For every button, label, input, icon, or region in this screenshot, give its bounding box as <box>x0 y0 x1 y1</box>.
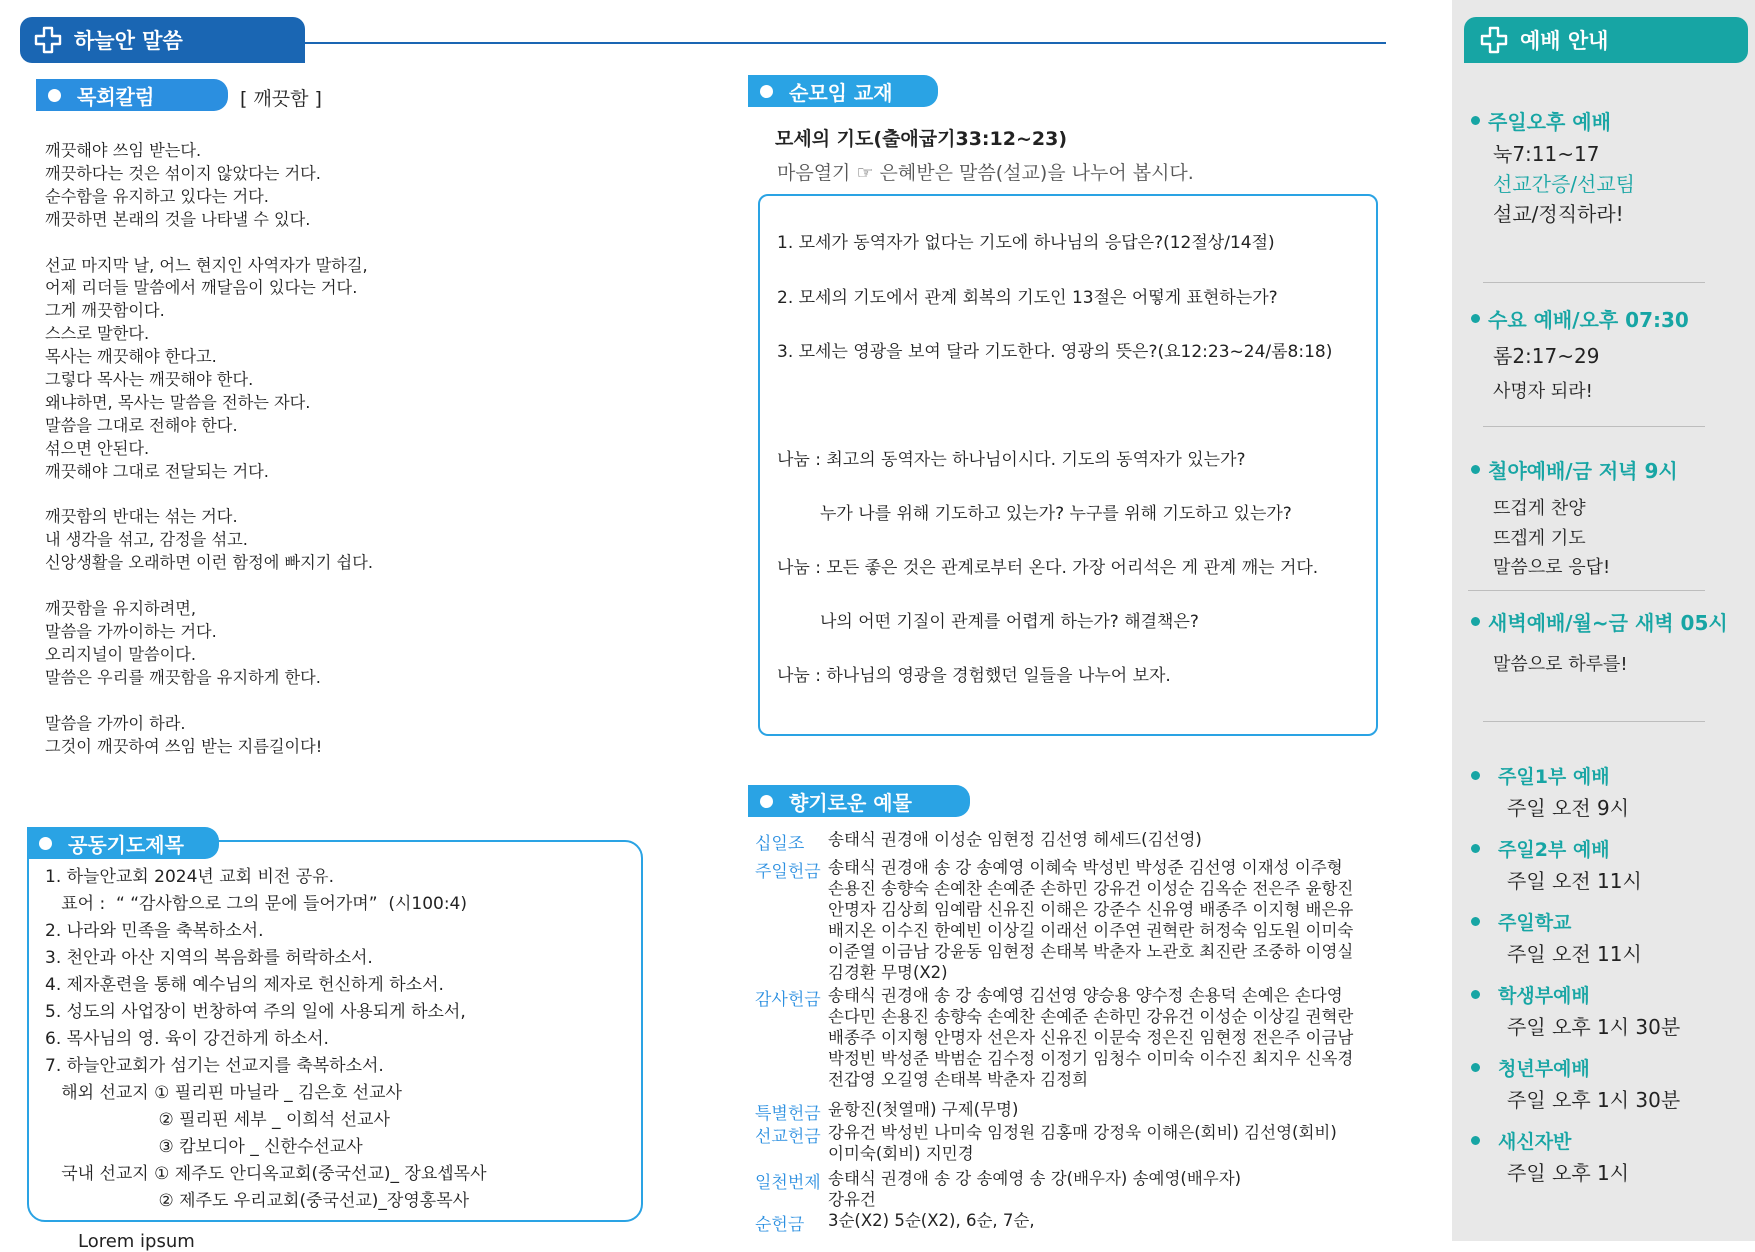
cross-icon <box>1480 26 1508 54</box>
offering-label: 일천번제 <box>755 1173 821 1193</box>
prayer-item: 해외 선교지 ① 필리핀 마닐라 _ 김은호 선교사 <box>45 1083 402 1103</box>
bullet-dot-icon <box>1471 1063 1480 1072</box>
offering-label: 선교헌금 <box>755 1127 821 1147</box>
divider <box>1483 426 1705 427</box>
column-line: 그게 깨끗함이다. <box>45 301 165 321</box>
column-line: 스스로 말한다. <box>45 324 150 344</box>
bullet-dot-icon <box>1471 917 1480 926</box>
study-sharing: 나눔 : 모든 좋은 것은 관계로부터 온다. 가장 어리석은 게 관계 깨는 거다. <box>777 558 1319 578</box>
regular-service-title: 학생부예배 <box>1471 981 1590 1008</box>
regular-service-time: 주일 오후 1시 30분 <box>1507 1088 1681 1112</box>
offering-names: 송태식 권경애 송 강 송예영 이혜숙 박성빈 박성준 김선영 이재성 이주형 손용진 송향숙 손예찬 손예준 손하민 강유건 이성순 김옥순 전은주 윤항진 안명자 김상희 임예람 신유진 이해은 강준수 신유영 배종주 이지형 배은유 배지온 이수진 한예빈 이상길 이래선 이주연 권혁란 허정숙 임도원 이미숙 이준열 이금남 강윤동 임현정 손태복 박춘자 노관호 최진란 조중하 이영실 김경환 무명(X2) <box>828 858 1354 982</box>
service-title: 철야예배/금 저녁 9시 <box>1471 455 1678 484</box>
regular-service-time: 주일 오전 11시 <box>1507 942 1642 966</box>
column-body <box>45 140 645 758</box>
service-detail: 뜨겝게 기도 <box>1493 528 1586 549</box>
study-question: 2. 모세의 기도에서 관계 회복의 기도인 13절은 어떻게 표현하는가? <box>777 288 1278 308</box>
offering-label: 십일조 <box>755 834 805 854</box>
prayer-item: 7. 하늘안교회가 섬기는 선교지를 축복하소서. <box>45 1056 384 1076</box>
bullet-dot-icon <box>1471 771 1480 780</box>
offering-label: 감사헌금 <box>755 990 821 1010</box>
prayer-item: ② 제주도 우리교회(중국선교)_장영홍목사 <box>45 1191 470 1211</box>
service-title: 수요 예배/오후 07:30 <box>1471 304 1689 333</box>
offering-label: 주일헌금 <box>755 862 821 882</box>
header-divider <box>300 42 1386 44</box>
offering-names: 송태식 권경애 송 강 송예영 김선영 양승용 양수정 손용덕 손예은 손다영 손다민 손용진 송향숙 손예찬 손예준 손하민 강유건 이성순 이상길 권혁란 배종주 이지형 안명자 선은자 신유진 이문숙 정은진 임현정 전은주 이금남 박정빈 박성준 박범순 김수정 이정기 임청수 이미숙 이수진 최지우 신옥경 전갑영 오길영 손태복 박춘자 김정희 <box>828 986 1354 1089</box>
prayer-list <box>45 864 487 1215</box>
column-line: 말씀을 가까이하는 거다. <box>45 621 217 641</box>
column-line: 깨끗하다는 것은 섞이지 않았다는 거다. <box>45 163 321 183</box>
prayer-item: 6. 목사님의 영. 육이 강건하게 하소서. <box>45 1029 329 1049</box>
prayer-item: 표어 : “ “감사함으로 그의 문에 들어가며” (시100:4) <box>45 894 468 914</box>
service-detail: 설교/정직하라! <box>1493 202 1624 226</box>
bullet-dot-icon <box>1471 844 1480 853</box>
bullet-dot-icon <box>39 837 52 850</box>
offering-names: 송태식 권경애 송 강 송예영 송 강(배우자) 송예영(배우자) 강유건 <box>828 1169 1242 1209</box>
offerings-label: 향기로운 예물 <box>748 785 970 817</box>
column-subject: [ 깨끗함 ] <box>240 88 322 110</box>
prayer-item: 3. 천안과 아산 지역의 복음화를 허락하소서. <box>45 948 373 968</box>
sidebar-title: 예배 안내 <box>1520 29 1609 53</box>
offering-names: 강유건 박성빈 나미숙 임정원 김홍매 강정욱 이해은(회비) 김선영(회비) 이미숙(회비) 지민경 <box>828 1123 1337 1163</box>
prayer-item: 1. 하늘안교회 2024년 교회 비전 공유. <box>45 867 334 887</box>
column-label: 목회칼럼 <box>36 79 228 111</box>
bullet-dot-icon <box>1471 617 1480 626</box>
offering-label: 순헌금 <box>755 1215 805 1235</box>
offering-names: 윤항진(첫열매) 구제(무명) <box>828 1100 1019 1119</box>
sidebar-header <box>1464 17 1748 63</box>
bullet-dot-icon <box>1471 990 1480 999</box>
bullet-dot-icon <box>760 795 773 808</box>
service-detail: 말씀으로 하루를! <box>1493 654 1628 675</box>
main-header-title: 하늘안 말씀 <box>74 29 183 53</box>
column-line: 그렇다 목사는 깨끗해야 한다. <box>45 370 254 390</box>
bullet-dot-icon <box>1471 314 1480 323</box>
study-sharing: 나눔 : 하나님의 영광을 경험했던 일들을 나누어 보자. <box>777 666 1171 686</box>
prayer-label: 공동기도제목 <box>27 827 219 859</box>
column-line: 섞으면 안된다. <box>45 438 150 458</box>
column-line: 깨끗해야 그대로 전달되는 거다. <box>45 461 269 481</box>
service-detail: 말씀으로 응답! <box>1493 557 1611 578</box>
offering-names: 송태식 권경애 이성순 임현정 김선영 헤세드(김선영) <box>828 830 1202 849</box>
column-line: 깨끗하면 본래의 것을 나타낼 수 있다. <box>45 209 311 229</box>
paragraph-gap <box>45 232 645 255</box>
column-line: 목사는 깨끗해야 한다고. <box>45 347 217 367</box>
column-line: 깨끗해야 쓰임 받는다. <box>45 141 202 160</box>
study-sharing: 누가 나를 위해 기도하고 있는가? 누구를 위해 기도하고 있는가? <box>820 504 1292 524</box>
service-detail: 뜨겁게 찬양 <box>1493 498 1586 519</box>
column-line: 어제 리더들 말씀에서 깨달음이 있다는 거다. <box>45 278 358 298</box>
regular-service-time: 주일 오후 1시 <box>1507 1161 1630 1185</box>
regular-service-time: 주일 오전 9시 <box>1507 796 1630 820</box>
column-line: 말씀은 우리를 깨끗함을 유지하게 한다. <box>45 667 321 687</box>
regular-service-title: 청년부예배 <box>1471 1054 1590 1081</box>
prayer-item: 국내 선교지 ① 제주도 안디옥교회(중국선교)_ 장요셉목사 <box>45 1164 487 1184</box>
service-detail: 사명자 되라! <box>1493 381 1593 402</box>
prayer-item: 5. 성도의 사업장이 번창하여 주의 일에 사용되게 하소서, <box>45 1002 466 1022</box>
divider <box>1483 721 1705 722</box>
regular-service-title: 주일학교 <box>1471 908 1571 935</box>
bullet-dot-icon <box>760 85 773 98</box>
prayer-item: 4. 제자훈련을 통해 예수님의 제자로 헌신하게 하소서. <box>45 975 444 995</box>
study-label: 순모임 교재 <box>748 75 938 107</box>
service-title: 주일오후 예배 <box>1471 106 1611 135</box>
offering-label: 특별헌금 <box>755 1104 821 1124</box>
service-scripture: 눅7:11~17 <box>1493 142 1600 166</box>
service-detail: 선교간증/선교팀 <box>1493 172 1635 196</box>
regular-service-time: 주일 오후 1시 30분 <box>1507 1015 1681 1039</box>
regular-service-title: 주일1부 예배 <box>1471 762 1610 789</box>
bullet-dot-icon <box>1471 465 1480 474</box>
paragraph-gap <box>45 575 645 598</box>
bullet-dot-icon <box>1471 116 1480 125</box>
study-subtitle: 마음열기 ☞ 은혜받은 말씀(설교)을 나누어 봅시다. <box>777 162 1194 184</box>
prayer-item: 2. 나라와 민족을 축복하소서. <box>45 921 264 941</box>
divider <box>1468 590 1705 591</box>
paragraph-gap <box>45 690 645 713</box>
bullet-dot-icon <box>48 89 61 102</box>
prayer-item: ③ 캄보디아 _ 신한수선교사 <box>45 1137 363 1157</box>
paragraph-gap <box>45 484 645 507</box>
regular-service-time: 주일 오전 11시 <box>1507 869 1642 893</box>
cross-icon <box>34 26 62 54</box>
divider <box>1483 282 1705 283</box>
study-sharing: 나의 어떤 기질이 관계를 어렵게 하는가? 해결책은? <box>820 612 1199 632</box>
column-line: 깨끗함을 유지하려면, <box>45 599 197 619</box>
regular-service-title: 새신자반 <box>1471 1127 1571 1154</box>
regular-service-title: 주일2부 예배 <box>1471 835 1610 862</box>
service-scripture: 롬2:17~29 <box>1493 344 1600 368</box>
study-sharing: 나눔 : 최고의 동역자는 하나님이시다. 기도의 동역자가 있는가? <box>777 450 1246 470</box>
study-question: 3. 모세는 영광을 보여 달라 기도한다. 영광의 뜻은?(요12:23~24/롬8:18) <box>777 342 1333 362</box>
column-line: 말씀을 그대로 전해야 한다. <box>45 415 238 435</box>
service-title: 새벽예배/월~금 새벽 05시 <box>1471 607 1728 636</box>
column-line: 선교 마지막 날, 어느 현지인 사역자가 말하길, <box>45 255 368 275</box>
offering-names: 3순(X2) 5순(X2), 6순, 7순, <box>828 1211 1035 1230</box>
column-line: 깨끗함의 반대는 섞는 거다. <box>45 507 238 527</box>
study-question: 1. 모세가 동역자가 없다는 기도에 하나님의 응답은?(12절상/14절) <box>777 233 1275 253</box>
study-title: 모세의 기도(출애굽기33:12~23) <box>775 128 1068 150</box>
column-line: 순수함을 유지하고 있다는 거다. <box>45 186 269 206</box>
prayer-item: ② 필리핀 세부 _ 이희석 선교사 <box>45 1110 390 1130</box>
bullet-dot-icon <box>1471 1136 1480 1145</box>
column-line: 왜냐하면, 목사는 말씀을 전하는 자다. <box>45 392 311 412</box>
column-line: 말씀을 가까이 하라. <box>45 713 186 733</box>
main-header <box>20 17 305 63</box>
footer-placeholder: Lorem ipsum <box>78 1231 195 1252</box>
column-line: 신앙생활을 오래하면 이런 함정에 빠지기 쉽다. <box>45 553 373 573</box>
column-line: 그것이 깨끗하여 쓰임 받는 지름길이다! <box>45 736 323 756</box>
column-line: 내 생각을 섞고, 감정을 섞고. <box>45 530 248 550</box>
column-line: 오리지널이 말씀이다. <box>45 644 197 664</box>
